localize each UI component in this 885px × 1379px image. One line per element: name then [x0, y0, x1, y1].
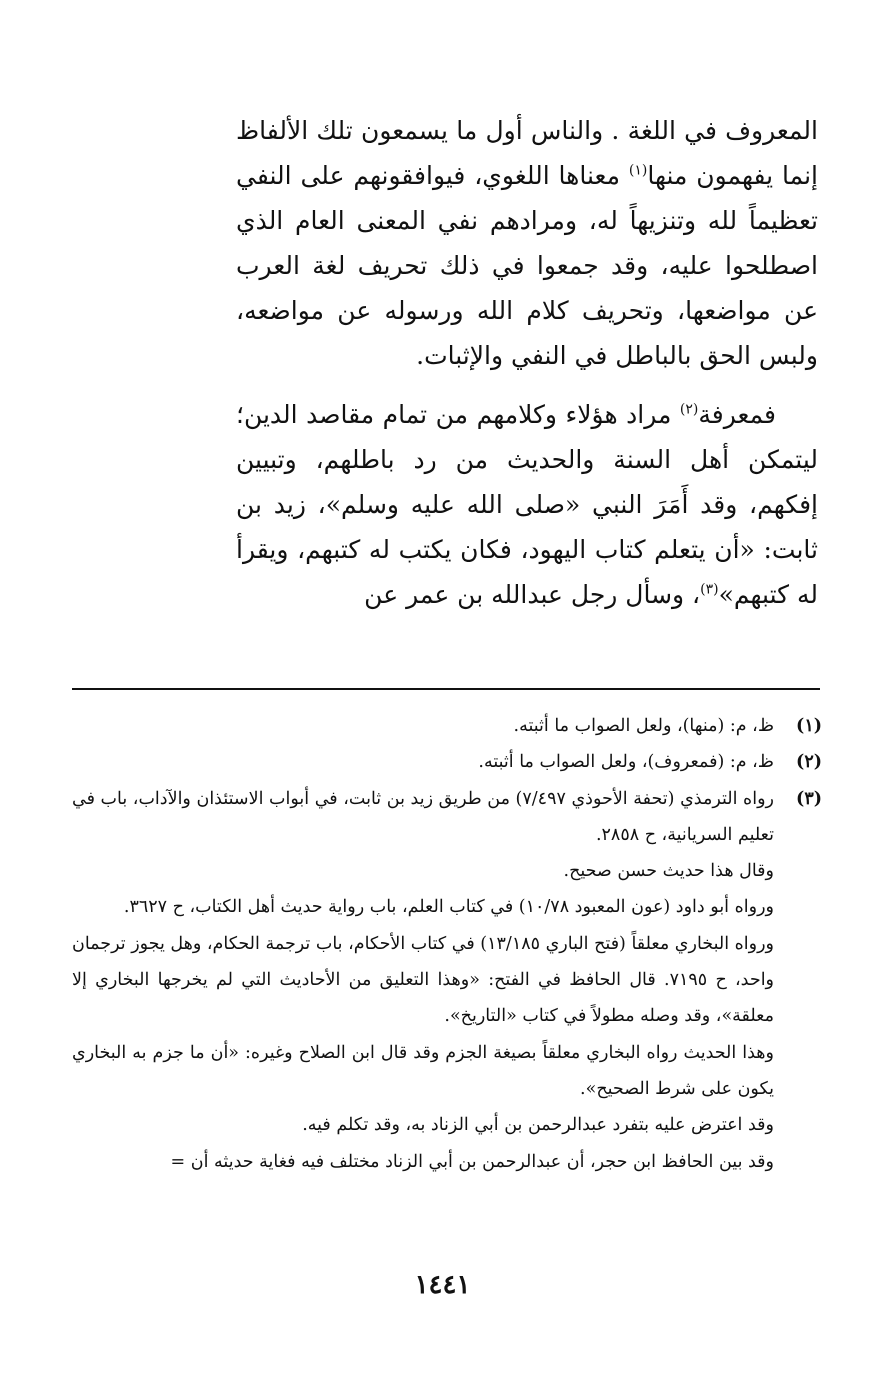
footnote-ref-1: (١): [628, 162, 648, 179]
footnote-1: [72, 708, 822, 744]
footnote-ref-3: (٣): [700, 581, 719, 598]
paragraph-2-text-after: ، وسأل رجل عبدالله بن عمر عن: [364, 580, 701, 609]
footnote-line: ورواه البخاري معلقاً (فتح الباري ١٣/١٨٥) في كتاب الأحكام، باب ترجمة الحكام، وهل يجوز ترجمان واحد، ح ٧١٩٥. قال الحافظ في الفتح: «وهذا التعليق من الأحاديث التي لم يخرجها البخاري إلا معلقة»، وقد وصله مطولاً في كتاب «التاريخ».: [71, 933, 775, 1027]
paragraph-2-text-mid: مراد هؤلاء وكلامهم من تمام مقاصد الدين؛ ليتمكن أهل السنة والحديث من رد باطلهم، وتبيين إفكهم، وقد أَمَرَ النبي «صلى الله عليه وسلم»، زيد بن ثابت: «أن يتعلم كتاب اليهود، فكان يكتب له كتبهم، ويقرأ له كتبهم»: [236, 400, 818, 609]
footnote-line: وقد اعترض عليه بتفرد عبدالرحمن بن أبي الزناد به، وقد تكلم فيه.: [302, 1115, 774, 1136]
footnote-line: وهذا الحديث رواه البخاري معلقاً بصيغة الجزم وقد قال ابن الصلاح وغيره: «أن ما جزم به البخاري يكون على شرط الصحيح».: [72, 1042, 774, 1099]
footnote-number: (٢): [796, 752, 822, 773]
footnote-ref-2: (٢): [679, 401, 699, 418]
footnote-number: (١): [796, 716, 822, 736]
footnote-3: [72, 781, 822, 1180]
paragraph-1-text-after: معناها اللغوي، فيوافقونهم على النفي تعظيماً لله وتنزيهاً له، ومرادهم نفي المعنى العام الذي اصطلحوا عليه، وقد جمعوا في ذلك تحريف لغة العرب عن مواضعها، وتحريف كلام الله ورسوله عن مواضعه، ولبس الحق بالباطل في النفي والإثبات.: [236, 161, 818, 370]
footnote-line: وقال هذا حديث حسن صحيح.: [563, 861, 774, 882]
footnote-number: (٣): [796, 788, 822, 809]
paragraph-1-text: المعروف في اللغة . والناس أول ما يسمعون تلك الألفاظ إنما يفهمون منها: [236, 116, 818, 190]
footnote-body: [72, 708, 774, 744]
footnote-line: وقد بين الحافظ ابن حجر، أن عبدالرحمن بن أبي الزناد مختلف فيه فغاية حديثه أن =: [170, 1151, 774, 1172]
footnote-2: [72, 744, 822, 780]
paragraph-2: [236, 392, 818, 617]
footnote-line: رواه الترمذي (تحفة الأحوذي ٧/٤٩٧) من طريق زيد بن ثابت، في أبواب الاستئذان والآداب، باب في تعليم السريانية، ح ٢٨٥٨.: [72, 788, 774, 845]
main-text: [236, 108, 818, 617]
footnote-body: [72, 781, 774, 1180]
paragraph-1: [236, 108, 818, 378]
paragraph-2-text: فمعرفة: [698, 400, 776, 429]
footnote-body: [72, 744, 774, 780]
footnote-line: ورواه أبو داود (عون المعبود ١٠/٧٨) في كتاب العلم، باب رواية حديث أهل الكتاب، ح ٣٦٢٧.: [123, 897, 774, 918]
footnote-divider: [72, 688, 820, 690]
page-number: ١٤٤١: [414, 1270, 471, 1300]
footnote-line: ظ، م: (منها)، ولعل الصواب ما أثبته.: [513, 716, 774, 736]
footnotes: [72, 708, 822, 1180]
footnote-line: ظ، م: (فمعروف)، ولعل الصواب ما أثبته.: [478, 752, 774, 773]
